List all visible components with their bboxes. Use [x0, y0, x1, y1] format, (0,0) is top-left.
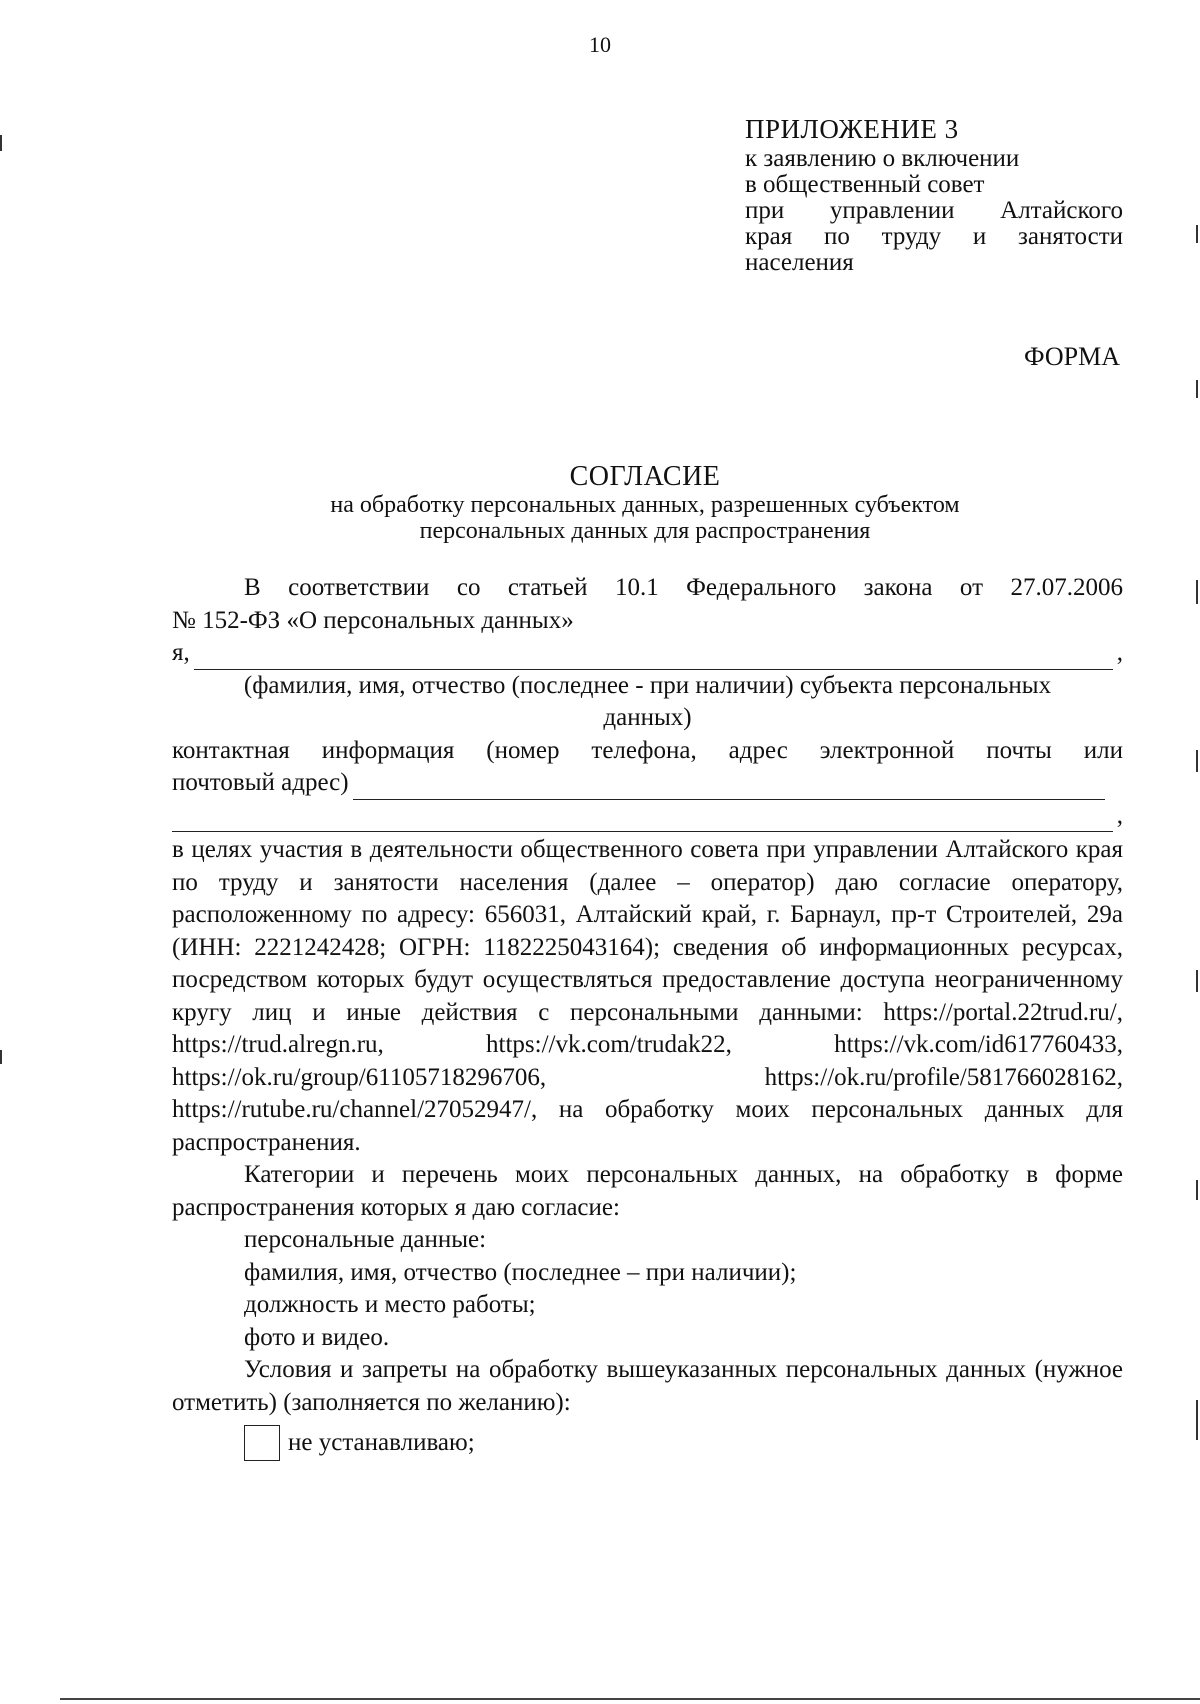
appendix-title: ПРИЛОЖЕНИЕ 3 [745, 114, 959, 144]
consent-subtitle-2: персональных данных для распространения [419, 518, 871, 544]
ya-prefix: я, [172, 639, 190, 666]
conditions-intro: Условия и запреты на обработку вышеуказанных персональных данных (нужное отметить) (заполняется по желанию): [172, 1356, 1123, 1416]
consent-subtitle-1: на обработку персональных данных, разрешенных субъектом [330, 492, 960, 518]
scan-edge-mark [0, 135, 2, 151]
no-conditions-option [172, 1425, 1123, 1461]
fio-input-line[interactable] [194, 651, 1113, 670]
contact-row [172, 767, 1123, 800]
no-conditions-label: не устанавливаю; [288, 1428, 475, 1456]
appendix-line: в общественный совет [745, 171, 985, 198]
form-label: ФОРМА [1024, 342, 1120, 371]
category-item: персональные данные: [244, 1226, 487, 1253]
category-item: должность и место работы; [244, 1291, 536, 1318]
fio-comma: , [1116, 639, 1123, 666]
scan-edge-mark [1196, 1180, 1198, 1200]
contact-comma: , [1116, 801, 1123, 829]
document-body [172, 572, 1123, 1461]
category-item: фамилия, имя, отчество (последнее – при наличии); [244, 1258, 797, 1286]
scan-edge-mark [1196, 1400, 1198, 1440]
consent-heading [170, 462, 1120, 544]
scan-edge-mark [1196, 580, 1198, 604]
category-item: фото и видео. [244, 1323, 390, 1351]
intro-line-2: № 152-ФЗ «О персональных данных» [172, 606, 574, 634]
categories-intro: Категории и перечень моих персональных данных, на обработку в форме распространения которых я даю согласие: [172, 1161, 1123, 1221]
contact-prefix: почтовый адрес) [172, 769, 349, 796]
no-conditions-checkbox[interactable] [244, 1425, 280, 1461]
purpose-paragraph: в целях участия в деятельности общественного совета при управлении Алтайского края по труду и занятости населения (далее – оператор) даю согласие оператору, расположенному по адресу: 656031, Алтайский край, г. Барнаул, пр-т Строителей, 29а (ИНН: 2221242428; ОГРН: 1182225043164); сведения об информационных ресурсах, посредством которых будут осуществляться предоставление доступа неограниченному кругу лиц и иные действия с персональными данными: https://portal.22trud.ru/, https://trud.alregn.ru, https://vk.com/trudak22, https://vk.com/id617760433, https://ok.ru/group/61105718296706, https://ok.ru/profile/581766028162, https://rutube.ru/channel/27052947/, на обработку моих персональных данных для распространения. [172, 836, 1123, 1156]
contact-line-1: контактная информация (номер телефона, адрес электронной почты или [172, 736, 1123, 764]
intro-line-1: В соответствии со статьей 10.1 Федерального закона от 27.07.2006 [244, 574, 1123, 601]
scan-edge-mark [1196, 970, 1198, 992]
appendix-line: при управлении Алтайского [745, 197, 1123, 224]
appendix-line: к заявлению о включении [745, 145, 1020, 172]
consent-title: СОГЛАСИЕ [569, 461, 721, 492]
fio-row [172, 637, 1123, 670]
scan-edge-mark [1196, 380, 1198, 398]
fio-hint-2: данных) [603, 704, 692, 731]
appendix-line: населения [745, 249, 854, 276]
appendix-line: края по труду и занятости [745, 223, 1123, 250]
fio-hint-1: (фамилия, имя, отчество (последнее - при наличии) субъекта персональных [243, 671, 1052, 699]
scan-bottom-edge [60, 1698, 1200, 1700]
scan-edge-mark [0, 1050, 2, 1064]
appendix-block [745, 116, 1123, 276]
scan-edge-mark [1196, 750, 1198, 772]
page-number: 10 [589, 32, 611, 57]
contact-input-line[interactable] [353, 781, 1105, 800]
scan-edge-mark [1196, 225, 1198, 243]
contact-input-line-2[interactable] [172, 813, 1113, 832]
contact-row-2 [172, 800, 1123, 833]
